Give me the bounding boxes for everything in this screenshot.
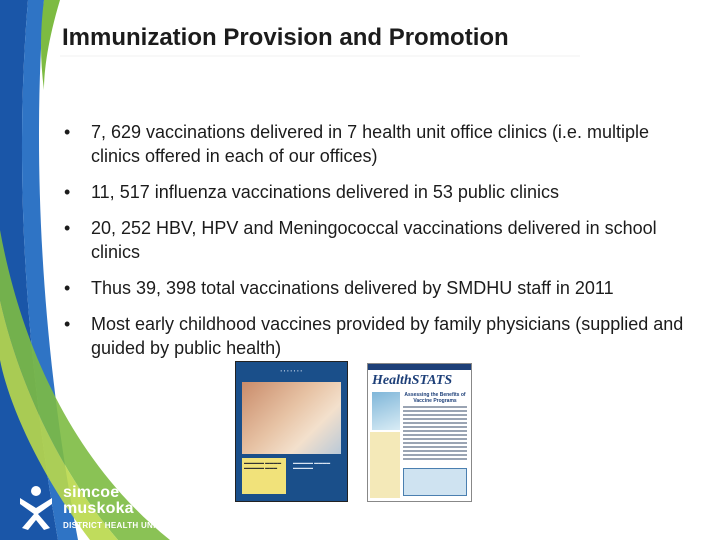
- bullet-dot: •: [64, 314, 71, 334]
- simcoe-muskoka-logo: [12, 484, 162, 534]
- booklet-cover-image: [235, 361, 348, 502]
- logo-subtitle: DISTRICT HEALTH UNIT: [63, 521, 161, 530]
- bullet-text: 20, 252 HBV, HPV and Meningococcal vaccinations delivered in school clinics: [91, 218, 657, 262]
- newsletter-subtitle: Assessing the Benefits of Vaccine Programs: [404, 392, 466, 404]
- logo-line-simcoe: simcoe: [63, 484, 120, 501]
- newsletter-title: HealthSTATS: [372, 373, 453, 388]
- bullet-item: [62, 312, 702, 360]
- bullet-list: [62, 120, 702, 372]
- mother-baby-photo: [242, 382, 341, 454]
- logo-line-muskoka: muskoka: [63, 500, 134, 517]
- booklet-yellow-box: ▬▬▬▬▬ ▬▬▬▬ ▬▬▬▬▬ ▬▬▬: [242, 458, 286, 494]
- newsletter-header-bar: [368, 364, 471, 370]
- bullet-dot: •: [64, 182, 71, 202]
- slide-title: Immunization Provision and Promotion: [62, 24, 509, 51]
- bullet-text: 11, 517 influenza vaccinations delivered in 53 public clinics: [91, 182, 559, 202]
- bullet-text: 7, 629 vaccinations delivered in 7 health unit office clinics (i.e. multiple clinics offered in each of our offices): [91, 122, 649, 166]
- newsletter-sidebar: [370, 432, 400, 498]
- bullet-dot: •: [64, 278, 71, 298]
- logo-wordmark: [63, 485, 134, 517]
- newsletter-image: [367, 363, 472, 502]
- bullet-item: [62, 120, 702, 168]
- bullet-item: [62, 180, 702, 204]
- bullet-item: [62, 276, 702, 300]
- newsletter-photo: [372, 392, 400, 430]
- bullet-dot: •: [64, 122, 71, 142]
- booklet-header-decoration: ▪ ▪ ▪ ▪ ▪ ▪ ▪: [280, 368, 303, 373]
- logo-figure-icon: [16, 484, 56, 532]
- bullet-text: Thus 39, 398 total vaccinations delivered by SMDHU staff in 2011: [91, 278, 614, 298]
- booklet-text-block: ▬▬▬▬▬ ▬▬▬▬ ▬▬▬▬▬: [293, 460, 331, 470]
- bullet-item: [62, 216, 702, 264]
- newsletter-table: [403, 468, 467, 496]
- bullet-text: Most early childhood vaccines provided by family physicians (supplied and guided by public health): [91, 314, 684, 358]
- swoosh-top-green: [41, 0, 60, 90]
- bullet-dot: •: [64, 218, 71, 238]
- newsletter-text-lines: [403, 406, 467, 462]
